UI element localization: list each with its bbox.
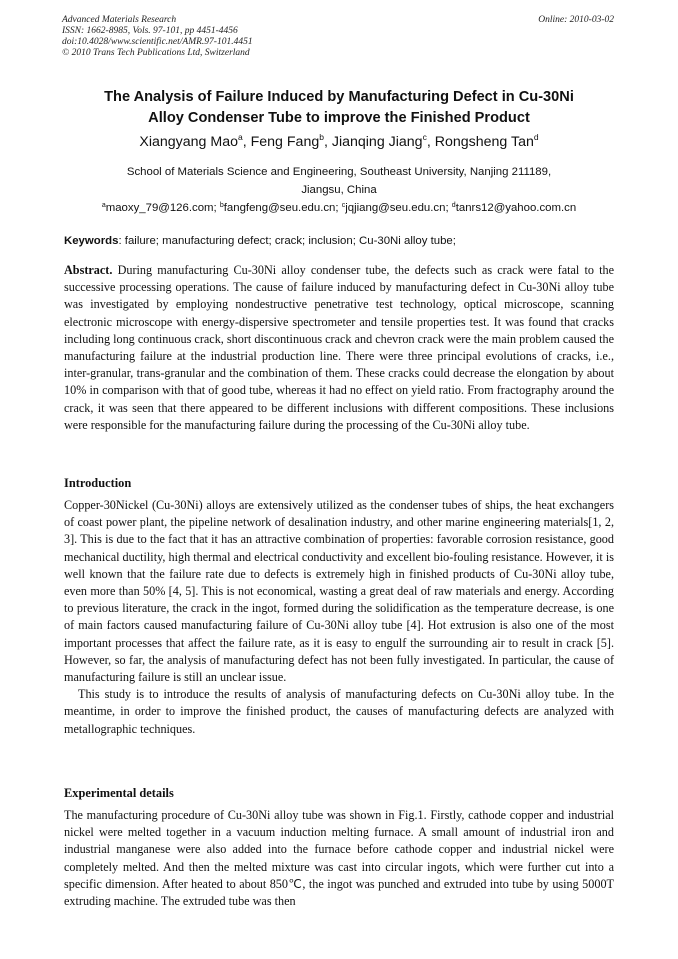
- journal-header: [62, 15, 253, 59]
- abstract: [64, 262, 614, 434]
- introduction-paragraph-2: This study is to introduce the results of analysis of manufacturing defects on Cu-30Ni alloy tube. In the meantime, in order to improve the finished product, the causes of manufacturing defects are analyzed with metallographic techniques.: [64, 687, 614, 736]
- author: Rongsheng Tan$^d$: [434, 132, 539, 150]
- affiliation-line-1: School of Materials Science and Engineering, Southeast University, Nanjing 211189,: [126, 166, 552, 178]
- author: Feng Fang$^b$,: [250, 132, 332, 150]
- introduction-heading: Introduction: [64, 476, 132, 490]
- copyright-line: © 2010 Trans Tech Publications Ltd, Switzerland: [62, 48, 250, 58]
- experimental-heading: Experimental details: [64, 786, 174, 800]
- author-list: [40, 132, 638, 152]
- affiliation: [40, 163, 638, 199]
- issn-line: ISSN: 1662-8985, Vols. 97-101, pp 4451-4456: [62, 26, 238, 36]
- email: $^c$jqjiang@seu.edu.cn;: [341, 202, 452, 214]
- author: Jianqing Jiang$^c$,: [331, 132, 435, 150]
- abstract-text: During manufacturing Cu-30Ni alloy condenser tube, the defects such as crack were fatal to the successive processing operations. The cause of failure induced by manufacturing defect in Cu-30Ni alloy tube was investigated by employing nondestructive penetrative test technology, optical microscope, scanning electronic microscope with energy-dispersive spectrometer and tensile properties test. It was found that cracks including long continuous crack, short discontinuous crack and chevron crack were the main problem caused the manufacturing failure at the industrial production line. There were three principal evolutions of cracks, i.e., inter-granular, trans-granular and the combination of them. These cracks could decrease the elongation by about 10% in comparison with that of good tube, whereas it had no effect on yield ratio. From fractography around the crack, it was seen that there appeared to be different inclusions with different compositions. These inclusions were responsible for the manufacturing failure during the processing of the Cu-30Ni alloy tube.: [64, 263, 614, 432]
- title-line-1: The Analysis of Failure Induced by Manufacturing Defect in Cu-30Ni: [104, 89, 574, 105]
- email: $^d$tanrs12@yahoo.com.cn: [451, 202, 577, 214]
- keywords-label: Keywords: [64, 235, 119, 247]
- author-emails: [40, 200, 638, 216]
- abstract-label: Abstract.: [64, 263, 113, 277]
- introduction-paragraph-1: Copper-30Nickel (Cu-30Ni) alloys are extensively utilized as the condenser tubes of ships, the heat exchangers of coast power plant, the pipeline network of desalination industry, and other marine engineering materials[1, 2, 3]. This is due to the fact that it has an attractive combination of properties: favorable corrosion resistance, good mechanical ductility, high thermal and electrical conductivity and excellent bio-fouling resistance. However, it is well known that the failure rate due to defects is extremely high in finished products of Cu-30Ni alloy tube, even more than 50% [4, 5]. This is not economical, wasting a great deal of raw materials and energy. According to previous literature, the crack in the ingot, formed during the solidification as the temperature decrease, is one of main factors caused manufacturing failure of Cu-30Ni alloy tube [4]. Hot extrusion is also one of the most important processes that affect the failure rate, as it is easy to engulf the surrounding air to result in crack [5]. However, so far, the analysis of manufacturing defect has not been fully investigated. In particular, the cause of manufacturing failure is still an unclear issue.: [64, 498, 614, 685]
- email: $^b$fangfeng@seu.edu.cn;: [219, 202, 342, 214]
- experimental-body: [64, 807, 614, 910]
- email: $^a$maoxy_79@126.com;: [101, 202, 220, 214]
- author: Xiangyang Mao$^a$,: [139, 132, 251, 150]
- keywords-text: : failure; manufacturing defect; crack; inclusion; Cu-30Ni alloy tube;: [118, 235, 456, 247]
- experimental-paragraph-1: The manufacturing procedure of Cu-30Ni alloy tube was shown in Fig.1. Firstly, cathode copper and industrial nickel were melted together in a vacuum induction melting furnace. A small amount of industrial iron and industrial manganese were also added into the furnace before cathode copper and industrial nickel were completely melted. And then the melted mixture was cast into circular ingots, which were further cut into a specific dimension. After heated to about 850℃, the ingot was punched and extruded into tube by using 5000T extruding machine. The extruded tube was then: [64, 808, 614, 909]
- keywords: [64, 233, 616, 249]
- title-line-2: Alloy Condenser Tube to improve the Finished Product: [148, 110, 530, 126]
- doi-line: doi:10.4028/www.scientific.net/AMR.97-101.4451: [62, 37, 253, 47]
- introduction-body: [64, 497, 614, 738]
- affiliation-line-2: Jiangsu, China: [301, 184, 377, 196]
- paper-title: [40, 87, 638, 129]
- online-date: Online: 2010-03-02: [538, 15, 614, 25]
- journal-name: Advanced Materials Research: [62, 15, 177, 25]
